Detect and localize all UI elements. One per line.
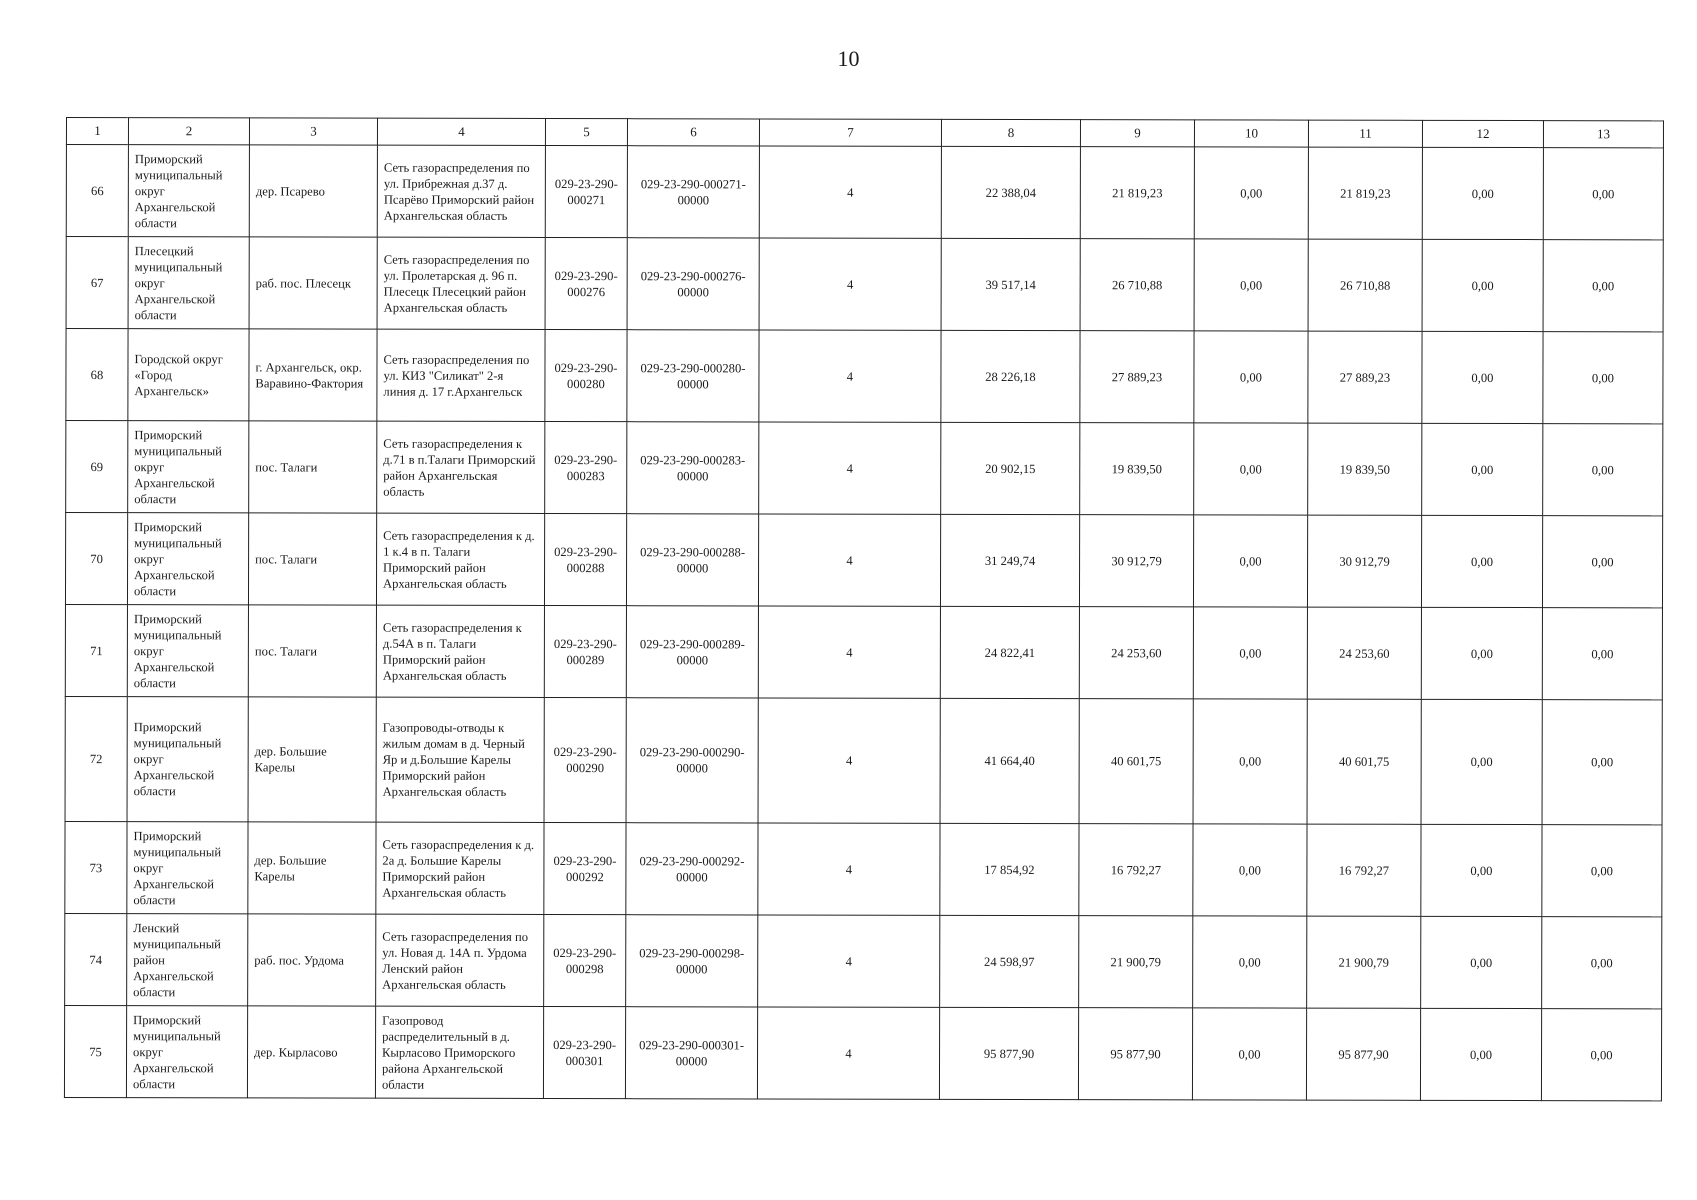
object-id-cell: 029-23-290-000290 [544,698,626,823]
column-number: 5 [545,119,627,146]
value-cell-8: 95 877,90 [939,1007,1078,1099]
column-number: 4 [377,118,545,145]
object-id-cell: 029-23-290-000283 [545,422,627,514]
column-number: 13 [1543,121,1663,148]
value-cell-10: 0,00 [1192,1008,1306,1100]
value-cell-12: 0,00 [1420,1008,1541,1100]
value-cell-9: 24 253,60 [1079,607,1193,699]
value-cell-13: 0,00 [1542,608,1662,700]
registry-number-cell: 029-23-290-000276-00000 [627,238,759,330]
column-number: 8 [941,119,1080,146]
class-cell: 4 [758,823,940,915]
object-name-cell: Сеть газораспределения к д.54А в п. Талаги Приморский район Архангельская область [376,605,544,697]
column-number: 9 [1080,120,1194,147]
object-name-cell: Сеть газораспределения к д. 2а д. Большие Карелы Приморский район Архангельская область [376,822,544,914]
row-number: 74 [65,913,127,1005]
value-cell-11: 95 877,90 [1306,1008,1420,1100]
municipality-cell: Приморский муниципальный округ Архангельской области [127,822,248,914]
table-row [65,913,1662,1008]
value-cell-13: 0,00 [1543,424,1663,516]
registry-number-cell: 029-23-290-000298-00000 [626,915,758,1007]
value-cell-8: 31 249,74 [940,514,1079,606]
value-cell-9: 21 900,79 [1079,916,1193,1008]
locality-cell: раб. пос. Плесецк [249,237,377,329]
table-row [66,421,1663,516]
column-number-row [66,118,1663,148]
registry-number-cell: 029-23-290-000290-00000 [626,698,758,823]
object-id-cell: 029-23-290-000288 [544,514,626,606]
objects-table [64,117,1664,1101]
locality-cell: дер. Большие Карелы [248,697,376,822]
value-cell-8: 41 664,40 [940,698,1079,823]
municipality-cell: Городской округ «Город Архангельск» [128,329,249,421]
municipality-cell: Плесецкий муниципальный округ Архангельской области [128,237,249,329]
locality-cell: раб. пос. Урдома [248,914,376,1006]
table-row [64,1005,1661,1100]
row-number: 71 [65,605,127,697]
class-cell: 4 [758,915,940,1007]
row-number: 67 [66,237,128,329]
table-row [65,513,1662,608]
row-number: 68 [66,329,128,421]
locality-cell: дер. Большие Карелы [248,822,376,914]
value-cell-11: 19 839,50 [1308,423,1422,515]
locality-cell: г. Архангельск, окр. Варавино-Фактория [249,329,377,421]
value-cell-12: 0,00 [1421,515,1542,607]
value-cell-11: 16 792,27 [1307,824,1421,916]
table-row [66,145,1663,240]
column-number: 1 [66,118,128,145]
object-name-cell: Сеть газораспределения по ул. Пролетарская д. 96 п. Плесецк Плесецкий район Архангельская область [377,237,545,329]
value-cell-10: 0,00 [1193,515,1307,607]
municipality-cell: Приморский муниципальный округ Архангельской области [127,513,248,605]
class-cell: 4 [757,1007,939,1099]
value-cell-10: 0,00 [1194,239,1308,331]
value-cell-12: 0,00 [1421,699,1542,824]
column-number: 6 [627,119,759,146]
class-cell: 4 [758,698,940,823]
value-cell-8: 17 854,92 [940,823,1079,915]
value-cell-12: 0,00 [1422,423,1543,515]
object-id-cell: 029-23-290-000271 [545,146,627,238]
class-cell: 4 [759,146,941,238]
page-number: 10 [837,46,860,71]
value-cell-12: 0,00 [1421,607,1542,699]
row-number: 73 [65,821,127,913]
class-cell: 4 [759,238,941,330]
registry-number-cell: 029-23-290-000283-00000 [627,422,759,514]
value-cell-12: 0,00 [1422,147,1543,239]
value-cell-13: 0,00 [1542,516,1662,608]
value-cell-9: 95 877,90 [1078,1008,1192,1100]
value-cell-10: 0,00 [1193,607,1307,699]
value-cell-13: 0,00 [1541,1009,1661,1101]
column-number: 12 [1422,120,1543,147]
value-cell-8: 24 822,41 [940,606,1079,698]
value-cell-9: 26 710,88 [1080,239,1194,331]
row-number: 69 [66,421,128,513]
registry-number-cell: 029-23-290-000289-00000 [626,606,758,698]
column-number: 7 [759,119,941,146]
value-cell-9: 27 889,23 [1080,331,1194,423]
registry-number-cell: 029-23-290-000301-00000 [625,1007,757,1099]
class-cell: 4 [759,422,941,514]
value-cell-8: 39 517,14 [941,238,1080,330]
value-cell-12: 0,00 [1421,824,1542,916]
municipality-cell: Приморский муниципальный округ Архангельской области [127,697,248,822]
locality-cell: пос. Талаги [249,421,377,513]
value-cell-13: 0,00 [1543,148,1663,240]
object-id-cell: 029-23-290-000292 [544,823,626,915]
row-number: 66 [66,145,128,237]
value-cell-10: 0,00 [1193,824,1307,916]
locality-cell: пос. Талаги [248,513,376,605]
registry-number-cell: 029-23-290-000288-00000 [626,514,758,606]
value-cell-11: 30 912,79 [1307,515,1421,607]
value-cell-12: 0,00 [1422,239,1543,331]
object-id-cell: 029-23-290-000276 [545,238,627,330]
object-name-cell: Сеть газораспределения по ул. КИЗ "Силикат" 2-я линия д. 17 г.Архангельск [377,329,545,421]
object-name-cell: Сеть газораспределения по ул. Прибрежная д.37 д. Псарёво Приморский район Архангельская область [377,145,545,237]
value-cell-8: 20 902,15 [941,422,1080,514]
table-row [65,821,1662,916]
value-cell-10: 0,00 [1194,147,1308,239]
class-cell: 4 [759,330,941,422]
locality-cell: пос. Талаги [248,605,376,697]
registry-number-cell: 029-23-290-000271-00000 [627,146,759,238]
value-cell-11: 21 819,23 [1308,147,1422,239]
object-name-cell: Газопровод распределительный в д. Кырласово Приморского района Архангельской области [375,1006,543,1098]
municipality-cell: Приморский муниципальный округ Архангельской области [128,421,249,513]
municipality-cell: Приморский муниципальный округ Архангельской области [128,145,249,237]
value-cell-13: 0,00 [1542,825,1662,917]
object-name-cell: Сеть газораспределения к д. 1 к.4 в п. Талаги Приморский район Архангельская область [376,513,544,605]
column-number: 3 [249,118,377,145]
value-cell-11: 40 601,75 [1307,699,1421,824]
row-number: 70 [65,513,127,605]
value-cell-10: 0,00 [1194,423,1308,515]
column-number: 11 [1308,120,1422,147]
registry-number-cell: 029-23-290-000280-00000 [627,330,759,422]
value-cell-11: 27 889,23 [1308,331,1422,423]
registry-number-cell: 029-23-290-000292-00000 [626,823,758,915]
object-name-cell: Газопроводы-отводы к жилым домам в д. Черный Яр и д.Большие Карелы Приморский район Архангельская область [376,697,544,822]
value-cell-9: 21 819,23 [1080,147,1194,239]
value-cell-8: 24 598,97 [940,915,1079,1007]
value-cell-12: 0,00 [1422,331,1543,423]
row-number: 72 [65,696,127,821]
value-cell-13: 0,00 [1542,700,1662,825]
value-cell-8: 28 226,18 [941,330,1080,422]
value-cell-10: 0,00 [1193,916,1307,1008]
value-cell-11: 21 900,79 [1307,916,1421,1008]
class-cell: 4 [758,514,940,606]
value-cell-9: 30 912,79 [1079,515,1193,607]
table-row [65,605,1662,700]
value-cell-8: 22 388,04 [941,146,1080,238]
municipality-cell: Ленский муниципальный район Архангельской области [127,914,248,1006]
row-number: 75 [64,1005,126,1097]
value-cell-13: 0,00 [1543,240,1663,332]
table-row [66,237,1663,332]
value-cell-11: 24 253,60 [1307,607,1421,699]
municipality-cell: Приморский муниципальный округ Архангельской области [126,1006,247,1098]
table-row [66,329,1663,424]
value-cell-12: 0,00 [1421,916,1542,1008]
object-id-cell: 029-23-290-000280 [545,330,627,422]
column-number: 2 [128,118,249,145]
class-cell: 4 [758,606,940,698]
value-cell-9: 19 839,50 [1080,423,1194,515]
value-cell-9: 16 792,27 [1079,824,1193,916]
column-number: 10 [1194,120,1308,147]
value-cell-10: 0,00 [1194,331,1308,423]
object-id-cell: 029-23-290-000289 [544,606,626,698]
object-name-cell: Сеть газораспределения по ул. Новая д. 14А п. Урдома Ленский район Архангельская область [376,914,544,1006]
value-cell-9: 40 601,75 [1079,699,1193,824]
value-cell-13: 0,00 [1542,917,1662,1009]
object-id-cell: 029-23-290-000298 [544,915,626,1007]
object-name-cell: Сеть газораспределения к д.71 в п.Талаги Приморский район Архангельская область [377,421,545,513]
value-cell-11: 26 710,88 [1308,239,1422,331]
value-cell-13: 0,00 [1543,332,1663,424]
value-cell-10: 0,00 [1193,699,1307,824]
locality-cell: дер. Кырласово [247,1006,375,1098]
locality-cell: дер. Псарево [249,145,377,237]
municipality-cell: Приморский муниципальный округ Архангельской области [127,605,248,697]
object-id-cell: 029-23-290-000301 [543,1007,625,1099]
table-row [65,696,1662,824]
